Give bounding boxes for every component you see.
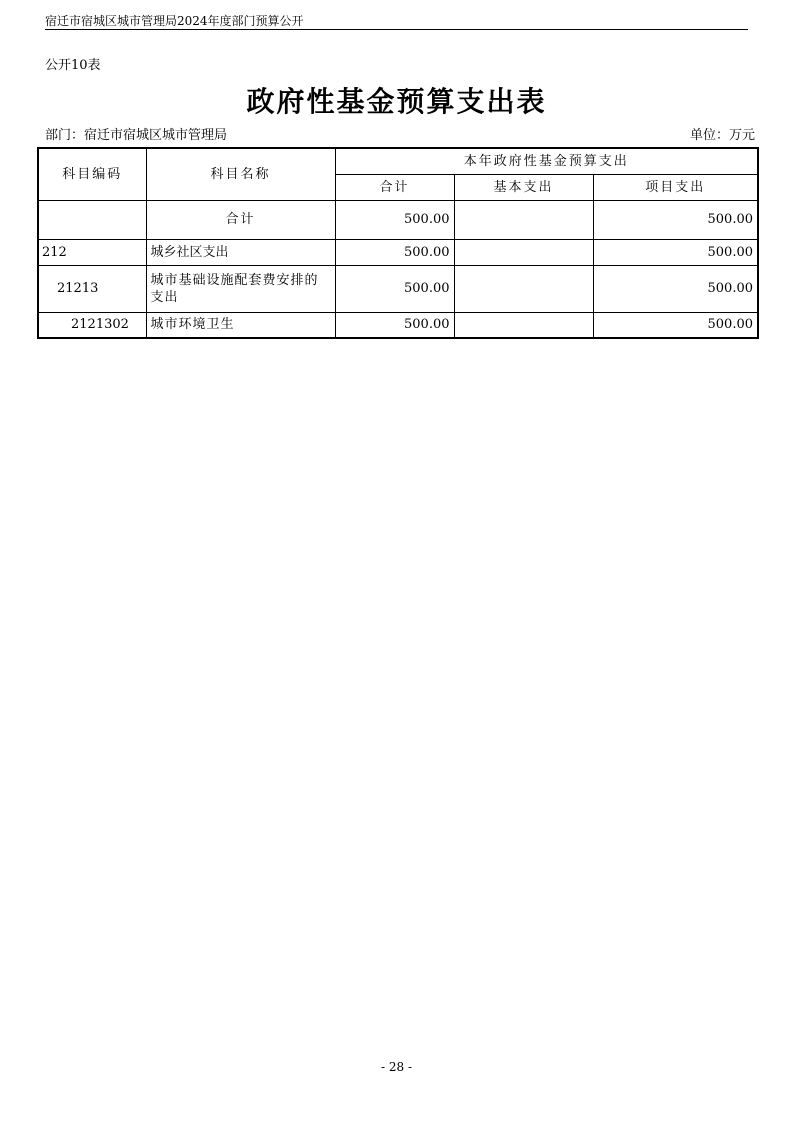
running-header: 宿迁市宿城区城市管理局2024年度部门预算公开 xyxy=(45,14,304,28)
page-number: - 28 - xyxy=(380,1060,412,1074)
table-number: 公开10表 xyxy=(45,58,101,73)
row-code: 212 xyxy=(38,239,146,265)
row-project: 500.00 xyxy=(593,239,758,265)
row-project: 500.00 xyxy=(593,200,758,239)
header-total: 合计 xyxy=(335,174,454,200)
row-total: 500.00 xyxy=(335,265,454,312)
document-title: 政府性基金预算支出表 xyxy=(246,85,547,118)
header-divider xyxy=(45,29,748,30)
table-row xyxy=(38,312,758,338)
unit-label: 单位：万元 xyxy=(689,128,755,143)
row-name: 城市环境卫生 xyxy=(146,312,335,338)
budget-table xyxy=(37,147,759,339)
row-basic xyxy=(454,312,593,338)
row-total: 500.00 xyxy=(335,200,454,239)
header-name: 科目名称 xyxy=(146,148,335,200)
header-code: 科目编码 xyxy=(38,148,146,200)
row-project: 500.00 xyxy=(593,312,758,338)
row-total: 500.00 xyxy=(335,239,454,265)
header-group: 本年政府性基金预算支出 xyxy=(335,148,758,174)
row-name: 合计 xyxy=(146,200,335,239)
row-name: 城市基础设施配套费安排的支出 xyxy=(146,265,335,312)
row-project: 500.00 xyxy=(593,265,758,312)
department-label: 部门：宿迁市宿城区城市管理局 xyxy=(45,128,228,143)
row-total: 500.00 xyxy=(335,312,454,338)
row-code: 2121302 xyxy=(38,312,146,338)
table-row xyxy=(38,239,758,265)
row-basic xyxy=(454,265,593,312)
header-basic: 基本支出 xyxy=(454,174,593,200)
table-row xyxy=(38,200,758,239)
row-basic xyxy=(454,200,593,239)
row-name: 城乡社区支出 xyxy=(146,239,335,265)
table-row xyxy=(38,265,758,312)
row-code: 21213 xyxy=(38,265,146,312)
row-code xyxy=(38,200,146,239)
row-basic xyxy=(454,239,593,265)
header-project: 项目支出 xyxy=(593,174,758,200)
